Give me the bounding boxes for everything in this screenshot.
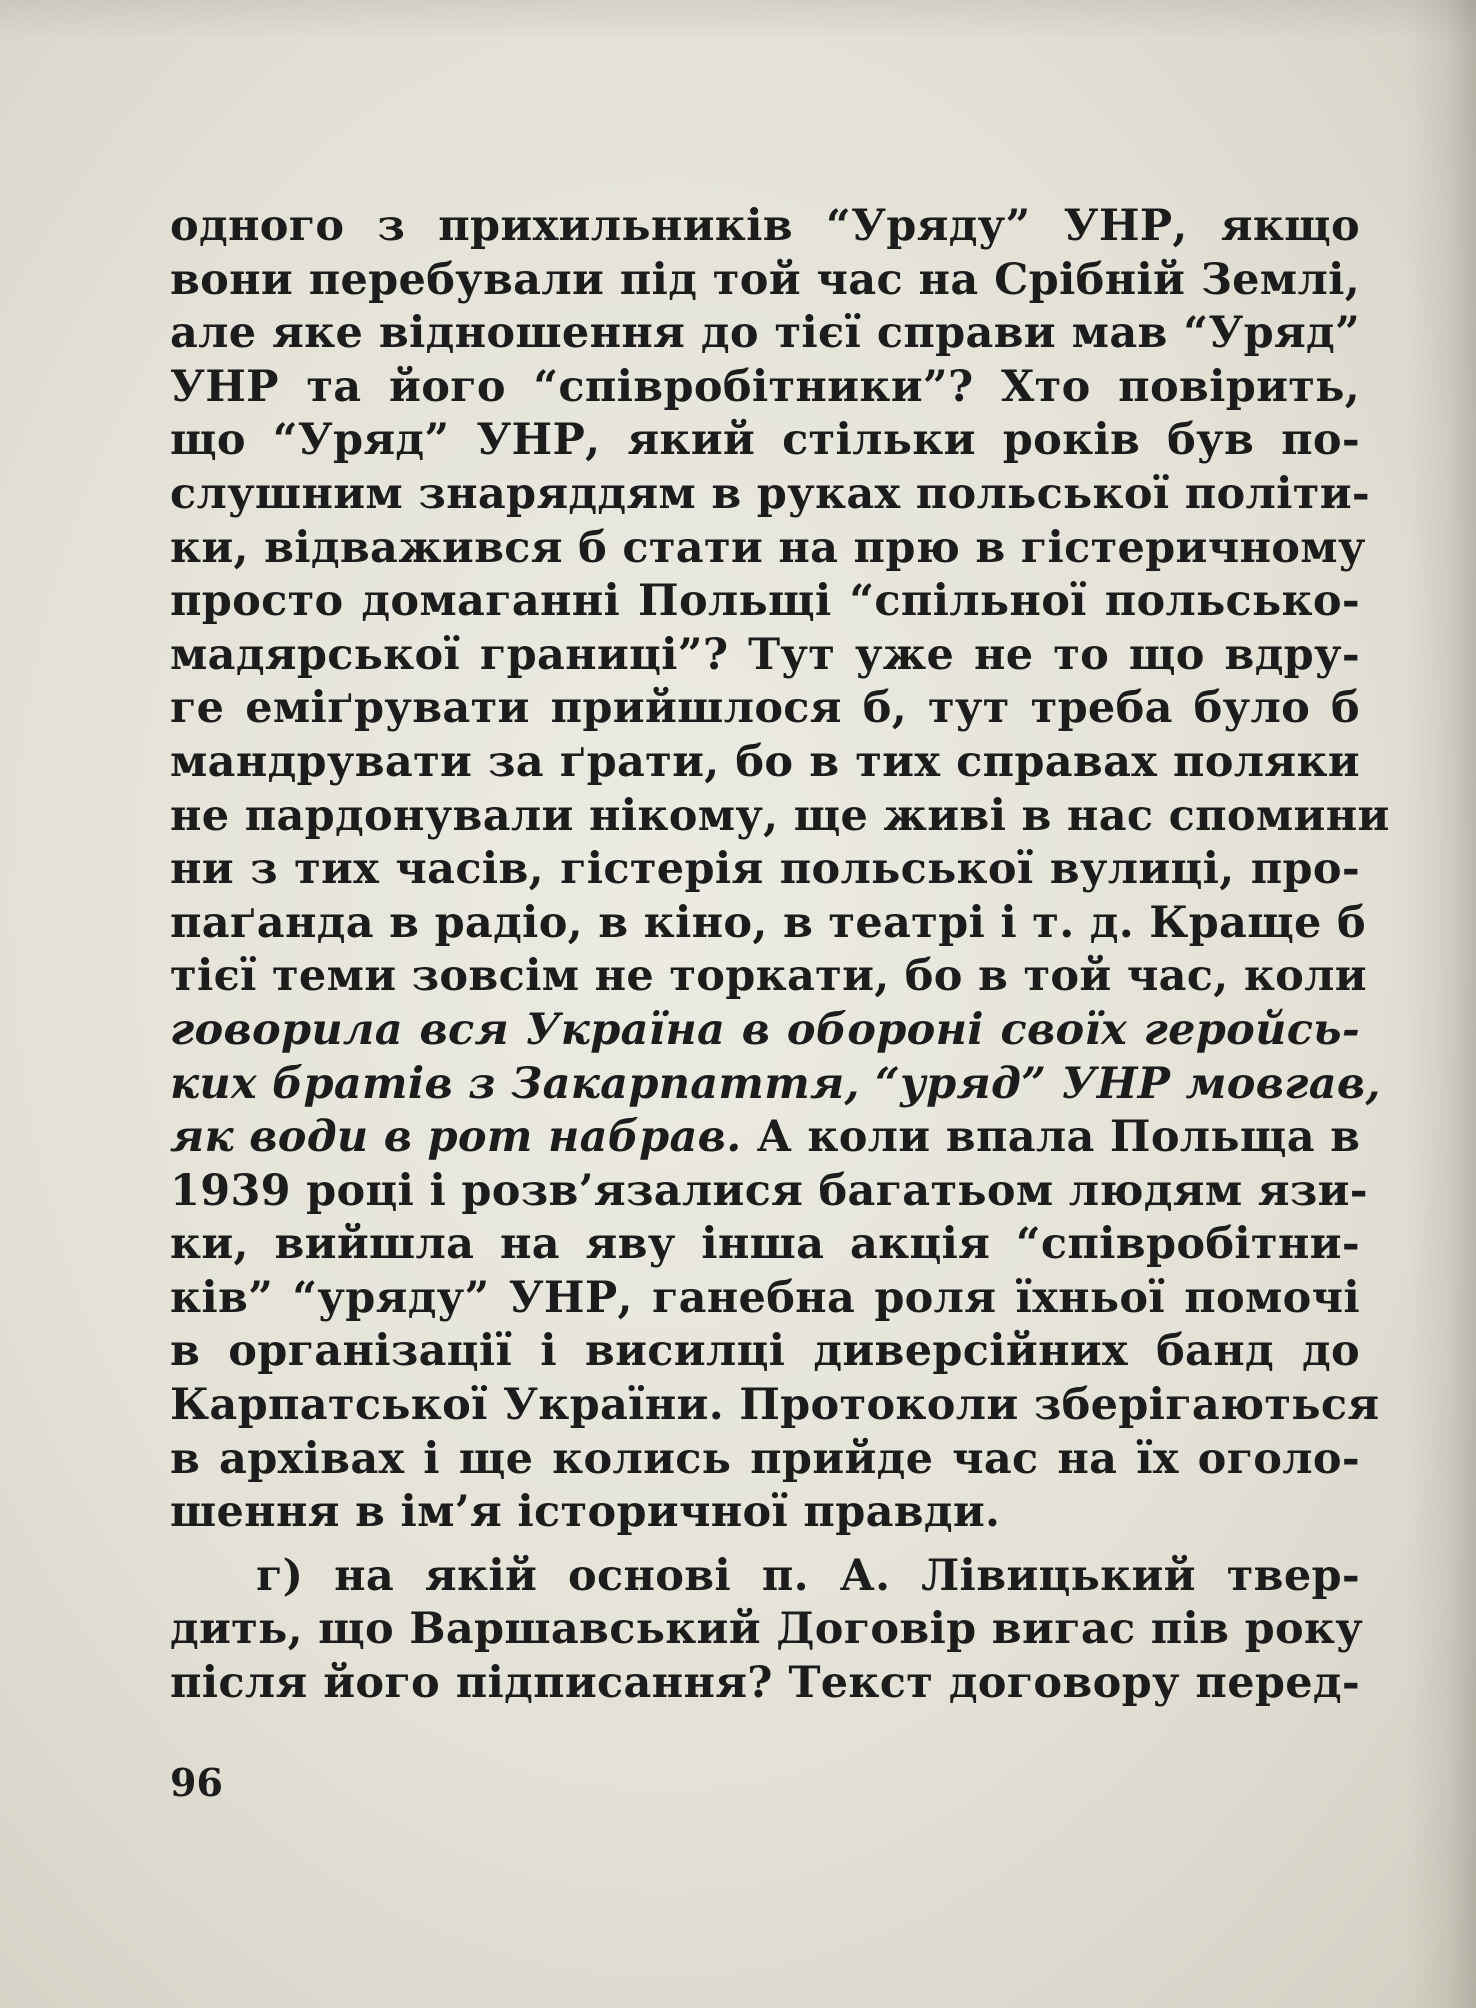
italic-text-line: ких братів з Закарпаття, “уряд” УНР мовгав, [170,1058,1381,1109]
text-line: слушним знаряддям в руках польської політи- [170,468,1371,519]
body-text [170,200,1390,1711]
paragraph-2 [170,1550,1364,1711]
paragraph-gap [170,1540,1360,1550]
text-line: як води в рот набрав. А коли впала Польща в [170,1112,1361,1163]
text-line: Карпатської України. Протоколи зберігаються [170,1380,1380,1431]
text-line: в організації і висилці диверсійних банд до [170,1326,1360,1377]
page-number: 96 [170,1760,223,1805]
text-line: г) на якій основі п. А. Лівицький твер- [256,1550,1360,1601]
text-line: просто домаганні Польщі “спільної польсько- [170,576,1360,627]
text-line: ків” “уряду” УНР, ганебна роля їхньої помочі [170,1272,1360,1323]
text-line: не пардонували нікому, ще живі в нас спомини [170,790,1390,841]
page-shadow-right [1406,0,1476,2008]
italic-text-line: говорила вся Україна в обороні своїх геройсь- [170,1004,1360,1055]
text-line: в архівах і ще колись прийде час на їх оголо- [170,1433,1360,1484]
text-line: ки, відважився б стати на прю в гістеричному [170,522,1366,573]
text-line: паґанда в радіо, в кіно, в театрі і т. д. Краще б [170,897,1366,948]
page-shadow-top [0,0,1476,40]
text-line: після його підписання? Текст договору перед- [170,1658,1360,1709]
text-line: вони перебували під той час на Срібній Землі, [170,254,1360,305]
text-line: мандрувати за ґрати, бо в тих справах поляки [170,736,1360,787]
text-line: одного з прихильників “Уряду” УНР, якщо [170,201,1360,251]
text-line: УНР та його “співробітники”? Хто повірить, [170,361,1360,412]
text-line: що “Уряд” УНР, який стільки років був по- [170,415,1360,466]
text-line: тієї теми зовсім не торкати, бо в той час, коли [170,951,1367,1002]
text-line: мадярської границі”? Тут уже не то що вдру- [170,629,1360,680]
text-line: шення в ім’я історичної правди. [170,1487,1001,1538]
paragraph-1 [170,200,1390,1540]
italic-emphasis: як води в рот набрав. [170,1112,742,1163]
text-line: ге еміґрувати прийшлося б, тут треба було б [170,683,1360,734]
text-line: ки, вийшла на яву інша акція “співробітни- [170,1219,1360,1270]
text-line: 1939 році і розв’язалися багатьом людям язи- [170,1165,1368,1216]
text-line: ни з тих часів, гістерія польської вулиці, про- [170,844,1360,895]
text-line: дить, що Варшавський Договір вигас пів року [170,1604,1364,1655]
text-line: але яке відношення до тієї справи мав “Уряд” [170,308,1360,359]
